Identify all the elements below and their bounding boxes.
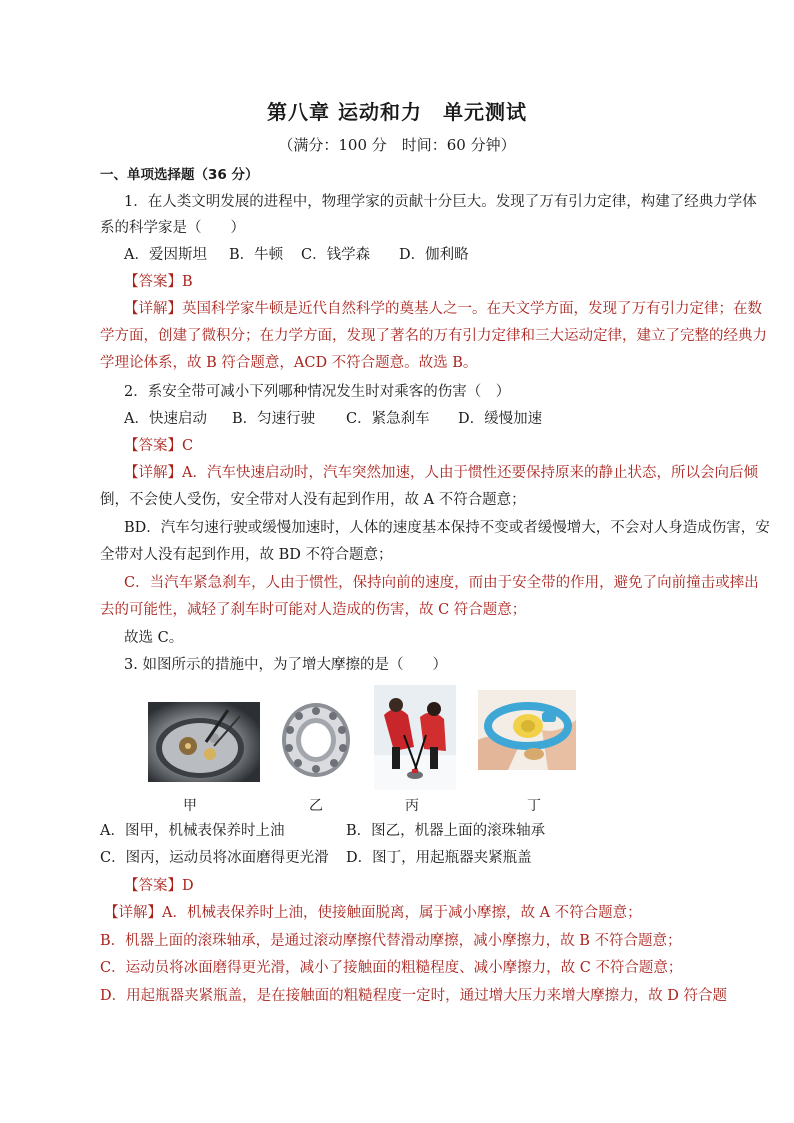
page-title: 第八章 运动和力 单元测试 [267,100,527,124]
q1-stem-line1: 1．在人类文明发展的进程中，物理学家的贡献十分巨大。发现了万有引力定律，构建了经典力学体 [124,194,757,210]
q2-option-c: C．紧急刹车 [346,411,430,427]
q1-option-c: C．钱学森 [301,247,371,263]
q3-option-d: D．图丁，用起瓶器夹紧瓶盖 [346,850,532,866]
page-subtitle: （满分：100 分 时间：60 分钟） [278,136,516,154]
q1-option-d: D．伽利略 [399,247,469,263]
answer-value: B [182,274,193,290]
q1-answer [124,272,193,292]
q3-detail-line1 [104,903,642,923]
q1-option-a: A．爱因斯坦 [124,247,207,263]
detail-text: A．汽车快速启动时，汽车突然加速，人由于惯性还要保持原来的静止状态，所以会向后倾 [182,465,758,481]
q1-detail-line2: 学方面，创建了微积分；在力学方面，发现了著名的万有引力定律和三大运动定律，建立了完整的经典力 [100,328,767,344]
image-ball-bearing [278,700,354,780]
q2-detail-line3: BD．汽车匀速行驶或缓慢加速时，人体的速度基本保持不变或者缓慢增大，不会对人身造成伤害，安 [124,520,770,536]
q2-option-d: D．缓慢加速 [458,411,543,427]
section-heading: 一、单项选择题（36 分） [100,167,259,183]
q2-detail-line5: C．当汽车紧急刹车，人由于惯性，保持向前的速度，而由于安全带的作用，避免了向前撞击或摔出 [124,575,759,591]
q2-detail-line6: 去的可能性，减轻了刹车时可能对人造成的伤害，故 C 符合题意； [100,602,527,618]
q2-stem: 2．系安全带可减小下列哪种情况发生时对乘客的伤害（ ） [124,384,511,400]
q3-detail-line3: C．运动员将冰面磨得更光滑，减小了接触面的粗糙程度、减小摩擦力，故 C 不符合题意； [100,960,683,976]
image-curling [374,685,456,790]
answer-value: D [182,878,194,894]
q3-answer [124,876,194,896]
q1-option-b: B．牛顿 [229,247,284,263]
detail-tag: 【详解】 [124,301,182,317]
detail-text: A．机械表保养时上油，使接触面脱离，属于减小摩擦，故 A 不符合题意； [162,905,642,921]
curling-illustration [374,685,456,790]
q2-options [124,409,542,429]
q2-detail-line7: 故选 C。 [124,630,184,646]
q2-answer [124,436,193,456]
q1-detail-line3: 学理论体系，故 B 符合题意，ACD 不符合题意。故选 B。 [100,355,478,371]
bearing-illustration [278,700,354,780]
q3-option-c: C．图丙，运动员将冰面磨得更光滑 [100,850,329,866]
answer-tag: 【答案】 [124,438,182,454]
opener-illustration [478,690,576,770]
q2-option-b: B．匀速行驶 [232,411,316,427]
detail-text: 英国科学家牛顿是近代自然科学的奠基人之一。在天文学方面，发现了万有引力定律；在数 [182,301,762,317]
q2-detail-line1 [124,463,758,483]
image-jar-opener [478,690,576,770]
detail-tag: 【详解】 [104,905,162,921]
q1-detail-line1 [124,299,762,319]
answer-tag: 【答案】 [124,878,182,894]
q3-stem: 3. 如图所示的措施中，为了增大摩擦的是（ ） [124,657,447,673]
caption-yi: 乙 [309,798,323,814]
caption-ding: 丁 [527,798,541,814]
watch-illustration [148,702,260,782]
q1-stem-line2: 系的科学家是（ ） [100,220,245,236]
q2-option-a: A．快速启动 [124,411,207,427]
q3-option-b: B．图乙，机器上面的滚珠轴承 [346,823,546,839]
q2-detail-line4: 全带对人没有起到作用，故 BD 不符合题意； [100,547,393,563]
q2-detail-line2: 倒，不会使人受伤，安全带对人没有起到作用，故 A 不符合题意； [100,492,526,508]
caption-jia: 甲 [183,798,197,814]
caption-bing: 丙 [405,798,419,814]
answer-value: C [182,438,194,454]
q3-option-a: A．图甲，机械表保养时上油 [100,823,285,839]
image-mechanical-watch [148,702,260,782]
q3-detail-line4: D．用起瓶器夹紧瓶盖，是在接触面的粗糙程度一定时，通过增大压力来增大摩擦力，故 D 符合题 [100,988,727,1004]
q3-detail-line2: B．机器上面的滚珠轴承，是通过滚动摩擦代替滑动摩擦，减小摩擦力，故 B 不符合题意； [100,933,682,949]
q1-options [124,245,469,265]
detail-tag: 【详解】 [124,465,182,481]
answer-tag: 【答案】 [124,274,182,290]
